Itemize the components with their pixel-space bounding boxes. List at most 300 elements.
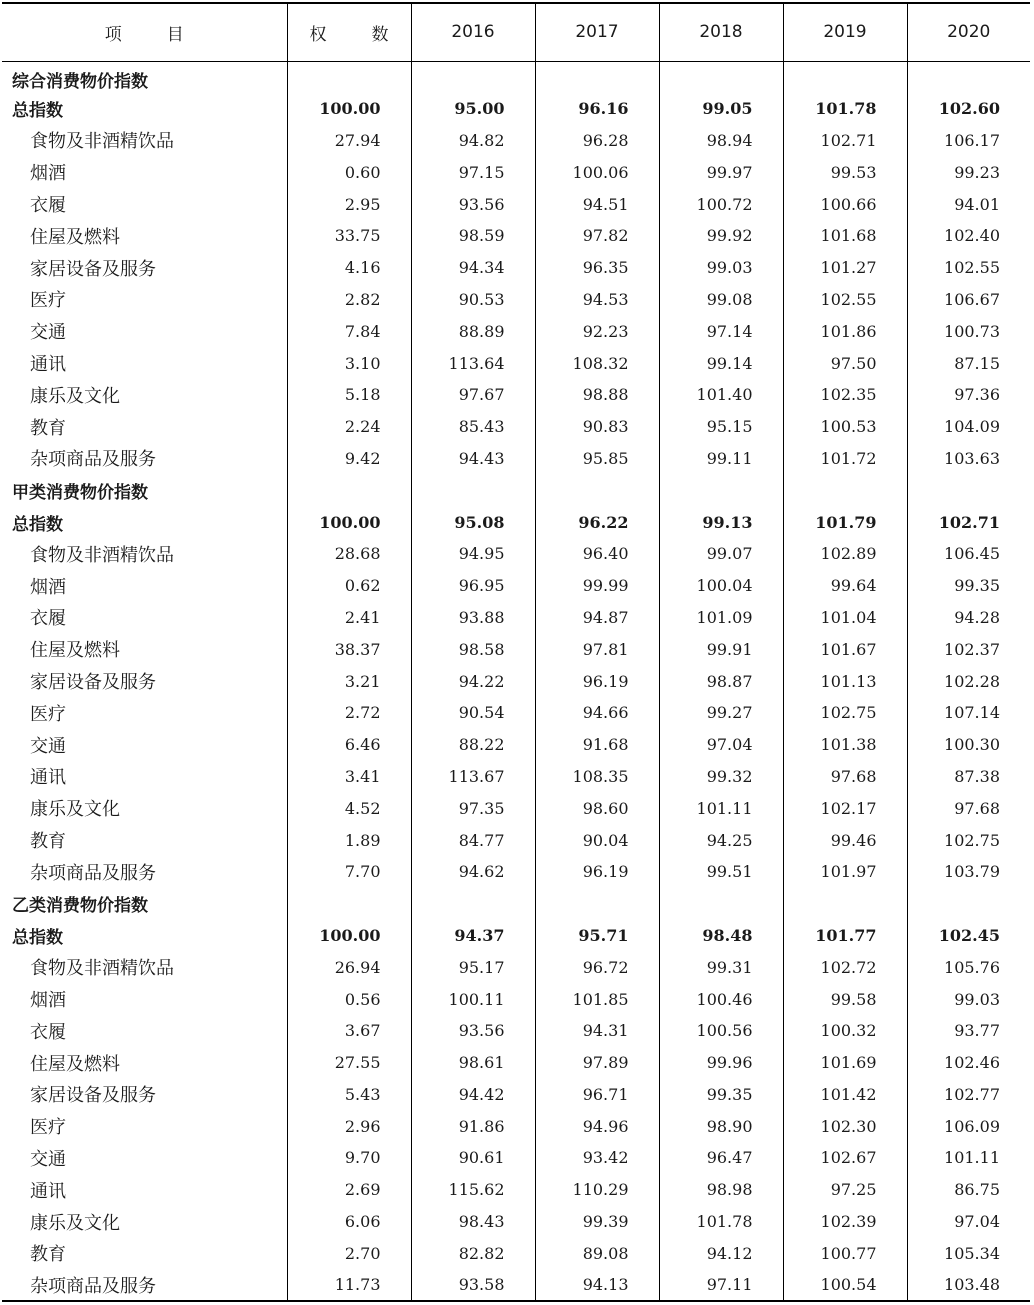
index-cell: 101.79 [783, 506, 907, 538]
index-cell: 99.07 [659, 538, 783, 570]
index-cell: 101.97 [783, 856, 907, 888]
row-label: 住屋及燃料 [30, 1053, 120, 1075]
index-cell: 96.19 [535, 665, 659, 697]
index-cell: 100.06 [535, 156, 659, 188]
row-label: 教育 [30, 417, 66, 439]
index-cell: 101.27 [783, 252, 907, 284]
table-row [2, 570, 1030, 602]
index-cell [783, 61, 907, 93]
index-cell: 101.09 [659, 602, 783, 634]
index-cell: 97.11 [659, 1269, 783, 1301]
weight-cell: 33.75 [287, 220, 411, 252]
index-cell: 94.01 [907, 188, 1030, 220]
weight-cell: 2.72 [287, 697, 411, 729]
table-row [2, 1269, 1030, 1301]
weight-cell: 28.68 [287, 538, 411, 570]
index-cell: 91.68 [535, 729, 659, 761]
row-label: 食物及非酒精饮品 [30, 544, 174, 566]
index-cell: 102.35 [783, 379, 907, 411]
index-cell: 97.82 [535, 220, 659, 252]
row-label: 杂项商品及服务 [30, 862, 156, 884]
index-cell: 97.89 [535, 1047, 659, 1079]
index-cell: 115.62 [411, 1174, 535, 1206]
index-cell: 100.56 [659, 1015, 783, 1047]
table-row [2, 252, 1030, 284]
index-cell: 94.96 [535, 1110, 659, 1142]
index-cell: 97.36 [907, 379, 1030, 411]
index-cell: 84.77 [411, 824, 535, 856]
index-cell: 94.13 [535, 1269, 659, 1301]
table-row [2, 1110, 1030, 1142]
index-cell: 99.03 [907, 983, 1030, 1015]
index-cell: 98.87 [659, 665, 783, 697]
row-label: 食物及非酒精饮品 [30, 131, 174, 153]
index-cell: 99.23 [907, 156, 1030, 188]
row-label: 烟酒 [30, 990, 66, 1011]
index-cell: 106.45 [907, 538, 1030, 570]
weight-cell: 7.70 [287, 856, 411, 888]
table-row [2, 315, 1030, 347]
index-cell: 98.58 [411, 633, 535, 665]
index-cell: 94.95 [411, 538, 535, 570]
index-cell: 95.85 [535, 443, 659, 475]
weight-cell: 4.52 [287, 792, 411, 824]
index-cell: 90.54 [411, 697, 535, 729]
index-cell: 107.14 [907, 697, 1030, 729]
index-cell: 100.11 [411, 983, 535, 1015]
row-label: 家居设备及服务 [30, 258, 156, 280]
index-cell: 98.60 [535, 792, 659, 824]
index-cell: 94.28 [907, 602, 1030, 634]
header-year-2019: 2019 [783, 3, 907, 61]
index-cell: 101.04 [783, 602, 907, 634]
row-label: 家居设备及服务 [30, 672, 156, 694]
index-cell [411, 474, 535, 506]
index-cell: 101.85 [535, 983, 659, 1015]
row-label: 康乐及文化 [30, 799, 120, 821]
index-cell: 100.66 [783, 188, 907, 220]
index-cell [659, 888, 783, 920]
index-cell: 97.15 [411, 156, 535, 188]
index-cell: 105.34 [907, 1237, 1030, 1269]
index-cell [907, 888, 1030, 920]
index-cell: 94.25 [659, 824, 783, 856]
index-cell: 101.40 [659, 379, 783, 411]
weight-cell: 2.82 [287, 284, 411, 316]
index-cell: 106.09 [907, 1110, 1030, 1142]
index-cell: 102.89 [783, 538, 907, 570]
table-row [2, 729, 1030, 761]
cpi-table [2, 2, 1030, 1302]
row-label: 交通 [30, 735, 66, 757]
index-cell: 98.59 [411, 220, 535, 252]
index-cell: 102.40 [907, 220, 1030, 252]
index-cell: 99.58 [783, 983, 907, 1015]
index-cell: 105.76 [907, 951, 1030, 983]
weight-cell: 38.37 [287, 633, 411, 665]
index-cell: 101.77 [783, 920, 907, 952]
index-cell: 96.40 [535, 538, 659, 570]
weight-cell: 0.60 [287, 156, 411, 188]
index-cell: 103.48 [907, 1269, 1030, 1301]
index-cell: 99.46 [783, 824, 907, 856]
index-cell: 99.05 [659, 93, 783, 125]
index-cell: 98.61 [411, 1047, 535, 1079]
index-cell: 102.75 [907, 824, 1030, 856]
weight-cell: 0.56 [287, 983, 411, 1015]
index-cell: 103.63 [907, 443, 1030, 475]
index-cell: 94.53 [535, 284, 659, 316]
index-cell: 89.08 [535, 1237, 659, 1269]
section-row [2, 474, 1030, 506]
index-cell [535, 61, 659, 93]
table-header [2, 3, 1030, 61]
row-label: 教育 [30, 831, 66, 853]
index-cell [535, 474, 659, 506]
index-cell: 101.69 [783, 1047, 907, 1079]
index-cell: 100.53 [783, 411, 907, 443]
header-item: 项 目 [2, 3, 287, 61]
table-row [2, 220, 1030, 252]
weight-cell: 27.94 [287, 125, 411, 157]
index-cell: 90.83 [535, 411, 659, 443]
index-cell: 106.67 [907, 284, 1030, 316]
index-cell: 96.16 [535, 93, 659, 125]
index-cell: 102.55 [783, 284, 907, 316]
table-row [2, 379, 1030, 411]
index-cell: 101.78 [659, 1206, 783, 1238]
index-cell: 88.89 [411, 315, 535, 347]
index-cell: 94.34 [411, 252, 535, 284]
table-row [2, 538, 1030, 570]
weight-cell: 7.84 [287, 315, 411, 347]
index-cell: 100.73 [907, 315, 1030, 347]
index-cell: 95.71 [535, 920, 659, 952]
weight-cell: 100.00 [287, 93, 411, 125]
index-cell: 87.38 [907, 761, 1030, 793]
index-cell: 102.39 [783, 1206, 907, 1238]
index-cell: 94.66 [535, 697, 659, 729]
index-cell: 102.75 [783, 697, 907, 729]
table-row [2, 156, 1030, 188]
index-cell: 97.04 [907, 1206, 1030, 1238]
index-cell: 97.68 [907, 792, 1030, 824]
header-year-2018: 2018 [659, 3, 783, 61]
row-label: 衣履 [30, 608, 66, 630]
table-row [2, 1079, 1030, 1111]
index-cell: 102.77 [907, 1079, 1030, 1111]
index-cell: 96.19 [535, 856, 659, 888]
index-cell: 101.11 [907, 1142, 1030, 1174]
weight-cell: 2.69 [287, 1174, 411, 1206]
row-label: 总指数 [12, 101, 63, 122]
table-row [2, 856, 1030, 888]
index-cell: 94.82 [411, 125, 535, 157]
index-cell: 97.35 [411, 792, 535, 824]
index-cell: 96.71 [535, 1079, 659, 1111]
weight-cell: 9.70 [287, 1142, 411, 1174]
weight-cell: 9.42 [287, 443, 411, 475]
section-title: 乙类消费物价指数 [12, 896, 148, 917]
index-cell: 99.53 [783, 156, 907, 188]
row-label: 教育 [30, 1244, 66, 1266]
weight-cell: 6.06 [287, 1206, 411, 1238]
index-cell: 99.11 [659, 443, 783, 475]
index-cell: 99.92 [659, 220, 783, 252]
index-cell: 101.11 [659, 792, 783, 824]
table-row [2, 1237, 1030, 1269]
index-cell: 101.78 [783, 93, 907, 125]
index-cell: 99.97 [659, 156, 783, 188]
weight-cell: 5.18 [287, 379, 411, 411]
index-cell: 101.72 [783, 443, 907, 475]
table-row [2, 1047, 1030, 1079]
index-cell: 88.22 [411, 729, 535, 761]
table-row [2, 1015, 1030, 1047]
index-cell: 97.25 [783, 1174, 907, 1206]
index-cell: 94.43 [411, 443, 535, 475]
weight-cell: 100.00 [287, 920, 411, 952]
index-cell [411, 61, 535, 93]
index-cell: 102.72 [783, 951, 907, 983]
index-cell: 99.13 [659, 506, 783, 538]
index-cell: 100.04 [659, 570, 783, 602]
weight-cell: 100.00 [287, 506, 411, 538]
row-label: 烟酒 [30, 163, 66, 185]
index-cell: 85.43 [411, 411, 535, 443]
index-cell: 90.53 [411, 284, 535, 316]
table-row [2, 188, 1030, 220]
row-label: 总指数 [12, 927, 63, 948]
index-cell: 98.88 [535, 379, 659, 411]
index-cell: 102.71 [783, 125, 907, 157]
index-cell [659, 474, 783, 506]
index-cell: 97.50 [783, 347, 907, 379]
table-row [2, 824, 1030, 856]
index-cell [907, 61, 1030, 93]
weight-cell: 3.67 [287, 1015, 411, 1047]
row-label: 康乐及文化 [30, 1212, 120, 1234]
weight-cell: 6.46 [287, 729, 411, 761]
row-label: 交通 [30, 1148, 66, 1170]
index-cell: 99.14 [659, 347, 783, 379]
index-cell [659, 61, 783, 93]
index-cell: 102.17 [783, 792, 907, 824]
index-cell: 90.04 [535, 824, 659, 856]
index-cell [411, 888, 535, 920]
section-row [2, 888, 1030, 920]
index-cell: 102.37 [907, 633, 1030, 665]
row-label: 杂项商品及服务 [2, 1269, 287, 1301]
weight-cell: 5.43 [287, 1079, 411, 1111]
weight-cell: 11.73 [287, 1269, 411, 1301]
row-label: 住屋及燃料 [30, 640, 120, 662]
index-cell: 94.31 [535, 1015, 659, 1047]
index-cell: 98.98 [659, 1174, 783, 1206]
index-cell: 104.09 [907, 411, 1030, 443]
weight-cell [287, 888, 411, 920]
index-cell: 87.15 [907, 347, 1030, 379]
weight-cell: 2.70 [287, 1237, 411, 1269]
table-row [2, 1142, 1030, 1174]
index-cell: 97.81 [535, 633, 659, 665]
index-cell: 99.91 [659, 633, 783, 665]
index-cell: 91.86 [411, 1110, 535, 1142]
index-cell: 96.95 [411, 570, 535, 602]
row-label: 通讯 [30, 354, 66, 376]
index-cell: 93.77 [907, 1015, 1030, 1047]
table-row [2, 1174, 1030, 1206]
index-cell: 102.46 [907, 1047, 1030, 1079]
index-cell: 97.04 [659, 729, 783, 761]
table-body [2, 61, 1030, 1301]
index-cell: 94.12 [659, 1237, 783, 1269]
index-cell: 96.35 [535, 252, 659, 284]
table-row [2, 665, 1030, 697]
table-row [2, 125, 1030, 157]
table-row [2, 983, 1030, 1015]
index-cell [783, 888, 907, 920]
index-cell: 96.22 [535, 506, 659, 538]
index-cell: 93.58 [411, 1269, 535, 1301]
weight-cell: 3.21 [287, 665, 411, 697]
weight-cell: 2.95 [287, 188, 411, 220]
weight-cell: 1.89 [287, 824, 411, 856]
index-cell: 94.22 [411, 665, 535, 697]
row-label: 医疗 [30, 703, 66, 725]
weight-cell: 26.94 [287, 951, 411, 983]
row-label: 康乐及文化 [30, 385, 120, 407]
index-cell: 102.60 [907, 93, 1030, 125]
header-row [2, 3, 1030, 61]
index-cell: 101.68 [783, 220, 907, 252]
index-cell: 99.31 [659, 951, 783, 983]
index-cell: 93.56 [411, 188, 535, 220]
index-cell: 99.99 [535, 570, 659, 602]
table-row [2, 697, 1030, 729]
index-cell: 90.61 [411, 1142, 535, 1174]
weight-cell: 0.62 [287, 570, 411, 602]
index-cell: 101.38 [783, 729, 907, 761]
index-cell: 100.32 [783, 1015, 907, 1047]
weight-cell: 3.41 [287, 761, 411, 793]
row-label: 衣履 [30, 1021, 66, 1043]
index-cell: 95.17 [411, 951, 535, 983]
index-cell: 106.17 [907, 125, 1030, 157]
index-cell: 97.14 [659, 315, 783, 347]
table-row [2, 602, 1030, 634]
index-cell: 100.46 [659, 983, 783, 1015]
index-cell: 98.48 [659, 920, 783, 952]
index-cell: 101.67 [783, 633, 907, 665]
weight-cell: 27.55 [287, 1047, 411, 1079]
index-cell: 86.75 [907, 1174, 1030, 1206]
index-cell: 95.00 [411, 93, 535, 125]
index-cell: 101.42 [783, 1079, 907, 1111]
section-title: 综合消费物价指数 [12, 71, 148, 92]
index-cell: 113.64 [411, 347, 535, 379]
header-year-2017: 2017 [535, 3, 659, 61]
header-weight: 权 数 [287, 3, 411, 61]
weight-cell [287, 61, 411, 93]
index-cell: 99.96 [659, 1047, 783, 1079]
index-cell: 99.51 [659, 856, 783, 888]
section-row [2, 61, 1030, 93]
index-cell: 97.68 [783, 761, 907, 793]
index-cell: 99.35 [907, 570, 1030, 602]
index-cell: 92.23 [535, 315, 659, 347]
index-cell [783, 474, 907, 506]
index-cell: 103.79 [907, 856, 1030, 888]
index-cell: 101.86 [783, 315, 907, 347]
index-cell: 99.35 [659, 1079, 783, 1111]
row-label: 通讯 [30, 1180, 66, 1202]
cpi-table-container [2, 2, 1030, 1302]
index-cell: 110.29 [535, 1174, 659, 1206]
index-cell: 100.72 [659, 188, 783, 220]
index-cell: 97.67 [411, 379, 535, 411]
index-cell: 98.90 [659, 1110, 783, 1142]
row-label: 家居设备及服务 [30, 1085, 156, 1107]
index-cell: 99.39 [535, 1206, 659, 1238]
row-label: 医疗 [30, 290, 66, 312]
table-row [2, 1206, 1030, 1238]
index-cell: 98.94 [659, 125, 783, 157]
index-cell: 94.42 [411, 1079, 535, 1111]
index-cell: 94.51 [535, 188, 659, 220]
weight-cell: 4.16 [287, 252, 411, 284]
table-row [2, 951, 1030, 983]
index-cell: 93.42 [535, 1142, 659, 1174]
row-label: 总指数 [12, 514, 63, 535]
table-row [2, 411, 1030, 443]
index-cell: 113.67 [411, 761, 535, 793]
index-cell: 99.64 [783, 570, 907, 602]
index-cell: 99.32 [659, 761, 783, 793]
weight-cell: 2.96 [287, 1110, 411, 1142]
index-cell: 99.03 [659, 252, 783, 284]
index-cell: 99.27 [659, 697, 783, 729]
index-cell: 98.43 [411, 1206, 535, 1238]
index-cell: 108.32 [535, 347, 659, 379]
index-cell: 102.67 [783, 1142, 907, 1174]
weight-cell: 2.41 [287, 602, 411, 634]
table-row [2, 761, 1030, 793]
index-cell: 95.08 [411, 506, 535, 538]
header-year-2020: 2020 [907, 3, 1030, 61]
index-cell [535, 888, 659, 920]
row-label: 烟酒 [30, 576, 66, 598]
row-label: 住屋及燃料 [30, 226, 120, 248]
section-title: 甲类消费物价指数 [12, 482, 148, 503]
table-row [2, 347, 1030, 379]
total-row [2, 93, 1030, 125]
row-label: 杂项商品及服务 [30, 449, 156, 471]
row-label: 食物及非酒精饮品 [30, 958, 174, 980]
row-label: 交通 [30, 322, 66, 344]
weight-cell: 2.24 [287, 411, 411, 443]
index-cell: 93.56 [411, 1015, 535, 1047]
index-cell: 96.28 [535, 125, 659, 157]
row-label: 医疗 [30, 1117, 66, 1139]
index-cell: 94.62 [411, 856, 535, 888]
total-row [2, 506, 1030, 538]
weight-cell: 3.10 [287, 347, 411, 379]
index-cell: 100.54 [783, 1269, 907, 1301]
row-label: 通讯 [30, 767, 66, 789]
index-cell: 100.77 [783, 1237, 907, 1269]
index-cell: 95.15 [659, 411, 783, 443]
